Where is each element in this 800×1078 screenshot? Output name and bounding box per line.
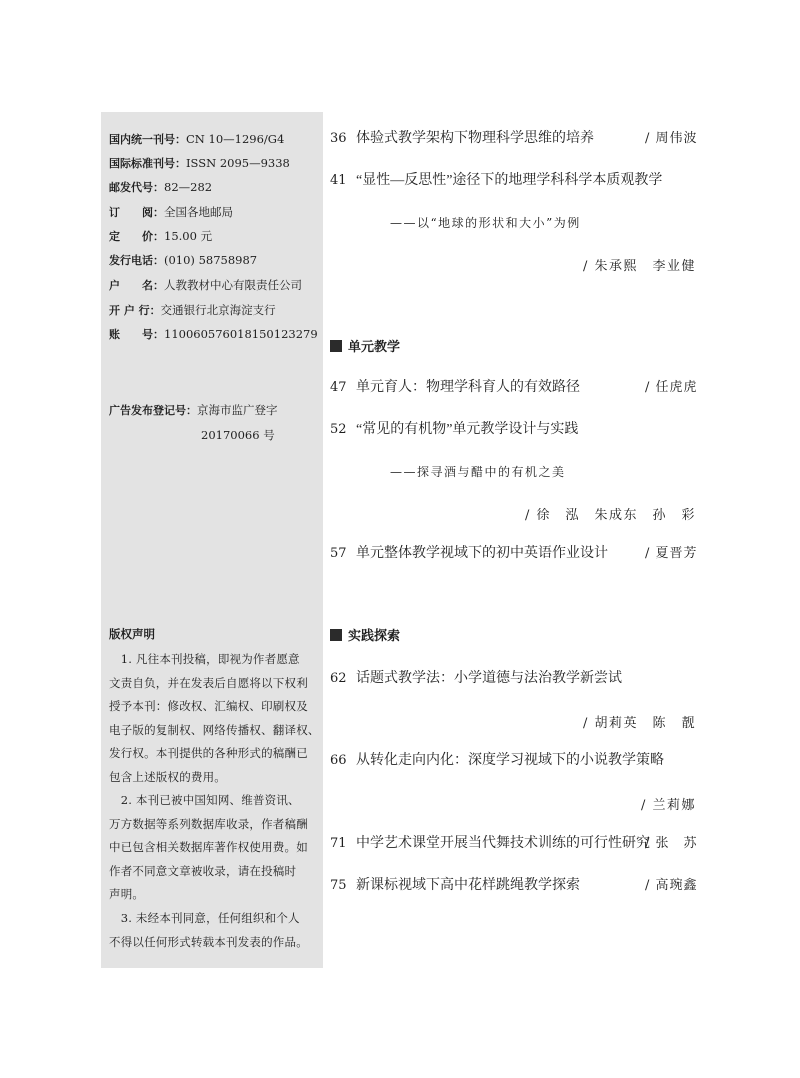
toc-page-number: 36 — [330, 131, 347, 146]
copyright-line: 1. 凡往本刊投稿，即视为作者愿意 — [109, 652, 300, 666]
toc-entry[interactable] — [330, 379, 696, 397]
toc-subtitle: ——以“地球的形状和大小”为例 — [390, 216, 581, 230]
toc-author: / 任虎虎 — [645, 380, 698, 395]
info-sidebar — [101, 112, 323, 968]
pub-value: 全国各地邮局 — [164, 205, 233, 219]
toc-page-number: 75 — [330, 878, 347, 893]
toc-title: “显性—反思性”途径下的地理学科科学本质观教学 — [356, 173, 663, 188]
toc-title: 体验式教学架构下物理科学思维的培养 — [356, 131, 594, 146]
copyright-line: 作者不同意文章被收录，请在投稿时 — [109, 863, 297, 878]
section-title: 实践探索 — [348, 629, 401, 644]
toc-author: / 高琬鑫 — [645, 878, 698, 893]
copyright-line: 声明。 — [109, 887, 145, 901]
section-heading — [330, 340, 400, 356]
copyright-line: 电子版的复制权、网络传播权、翻译权、 — [109, 722, 320, 737]
toc-page-number: 71 — [330, 836, 347, 851]
toc-author: / 夏晋芳 — [645, 546, 698, 561]
pub-label: 订 阅： — [109, 206, 164, 219]
toc-title: 话题式教学法：小学道德与法治教学新尝试 — [356, 671, 622, 686]
pub-label: 定 价： — [109, 230, 164, 243]
toc-title: 单元育人：物理学科育人的有效路径 — [356, 380, 580, 395]
pub-label: 账 号： — [109, 328, 164, 341]
ad-registration-label: 广告发布登记号： — [109, 404, 197, 417]
copyright-line: 包含上述版权的费用。 — [109, 769, 226, 784]
toc-page-number: 41 — [330, 173, 347, 188]
toc-title: “常见的有机物”单元教学设计与实践 — [356, 422, 579, 437]
copyright-line: 2. 本刊已被中国知网、维普资讯、 — [109, 793, 300, 807]
toc-title: 中学艺术课堂开展当代舞技术训练的可行性研究 — [356, 836, 650, 851]
section-square-icon — [330, 629, 342, 641]
toc-author: / 胡莉英 陈 靓 — [582, 716, 696, 731]
pub-row-postal — [109, 179, 212, 196]
toc-entry[interactable] — [330, 545, 696, 563]
copyright-line: 授予本刊：修改权、汇编权、印刷权及 — [109, 699, 308, 713]
toc-page-number: 66 — [330, 753, 347, 768]
pub-row-account-name — [109, 277, 302, 294]
pub-value: 82—282 — [164, 180, 213, 194]
section-heading — [330, 629, 400, 645]
pub-value: ISSN 2095—9338 — [186, 156, 290, 170]
pub-label: 发行电话： — [109, 254, 164, 267]
toc-author: / 徐 泓 朱成东 孙 彩 — [524, 508, 696, 523]
toc-title: 单元整体教学视域下的初中英语作业设计 — [356, 546, 608, 561]
pub-row-subscribe — [109, 204, 233, 221]
toc-title: 新课标视域下高中花样跳绳教学探索 — [356, 878, 580, 893]
toc-page-number: 47 — [330, 380, 347, 395]
copyright-paragraph-1 — [109, 648, 320, 789]
pub-label: 国际标准刊号： — [109, 157, 186, 170]
pub-row-account-number — [109, 326, 318, 343]
pub-label: 国内统一刊号： — [109, 133, 186, 146]
pub-label: 开 户 行： — [109, 304, 161, 317]
ad-registration-row — [109, 402, 278, 419]
pub-value: 15.00 元 — [164, 229, 213, 243]
copyright-line: 发行权。本刊提供的各种形式的稿酬已 — [109, 746, 308, 760]
pub-label: 户 名： — [109, 279, 164, 292]
toc-title: 从转化走向内化：深度学习视域下的小说教学策略 — [356, 753, 664, 768]
pub-value: 人教教材中心有限责任公司 — [164, 278, 302, 292]
copyright-paragraph-3 — [109, 907, 316, 954]
pub-value: CN 10—1296/G4 — [186, 132, 285, 146]
toc-entry[interactable] — [330, 421, 696, 439]
toc-entry[interactable] — [330, 130, 696, 148]
toc-author: / 周伟波 — [645, 131, 698, 146]
toc-entry[interactable] — [330, 670, 696, 688]
pub-row-bank — [109, 302, 276, 319]
copyright-line: 不得以任何形式转载本刊发表的作品。 — [109, 934, 308, 949]
pub-row-price — [109, 228, 212, 245]
toc-page-number: 52 — [330, 422, 347, 437]
pub-row-cn — [109, 131, 284, 148]
toc-subtitle: ——探寻酒与醋中的有机之美 — [390, 465, 566, 479]
pub-value: 110060576018150123279 — [164, 327, 318, 341]
copyright-title: 版权声明 — [109, 627, 155, 641]
pub-row-phone — [109, 252, 257, 269]
toc-page-number: 62 — [330, 671, 347, 686]
copyright-line: 中已包含相关数据库著作权使用费。如 — [109, 840, 308, 854]
toc-author: / 张 苏 — [645, 836, 698, 851]
pub-label: 邮发代号： — [109, 181, 164, 194]
copyright-line: 万方数据等系列数据库收录，作者稿酬 — [109, 816, 308, 831]
copyright-paragraph-2 — [109, 789, 316, 907]
pub-row-issn — [109, 155, 290, 172]
toc-entry[interactable] — [330, 172, 696, 190]
pub-value: 交通银行北京海淀支行 — [160, 303, 276, 317]
table-of-contents — [330, 0, 710, 1078]
toc-entry[interactable] — [330, 835, 696, 853]
copyright-line: 3. 未经本刊同意，任何组织和个人 — [109, 911, 300, 925]
ad-registration-value: 京海市监广登字 — [197, 403, 278, 417]
toc-author: / 兰莉娜 — [640, 798, 696, 813]
toc-entry[interactable] — [330, 752, 696, 770]
copyright-line: 文责自负，并在发表后自愿将以下权利 — [109, 675, 308, 690]
section-title: 单元教学 — [348, 340, 401, 355]
pub-value: (010) 58758987 — [164, 253, 258, 267]
toc-entry[interactable] — [330, 877, 696, 895]
ad-registration-value-cont: 20170066 号 — [201, 428, 275, 442]
toc-author: / 朱承熙 李业健 — [582, 259, 696, 274]
toc-page-number: 57 — [330, 546, 347, 561]
section-square-icon — [330, 340, 342, 352]
